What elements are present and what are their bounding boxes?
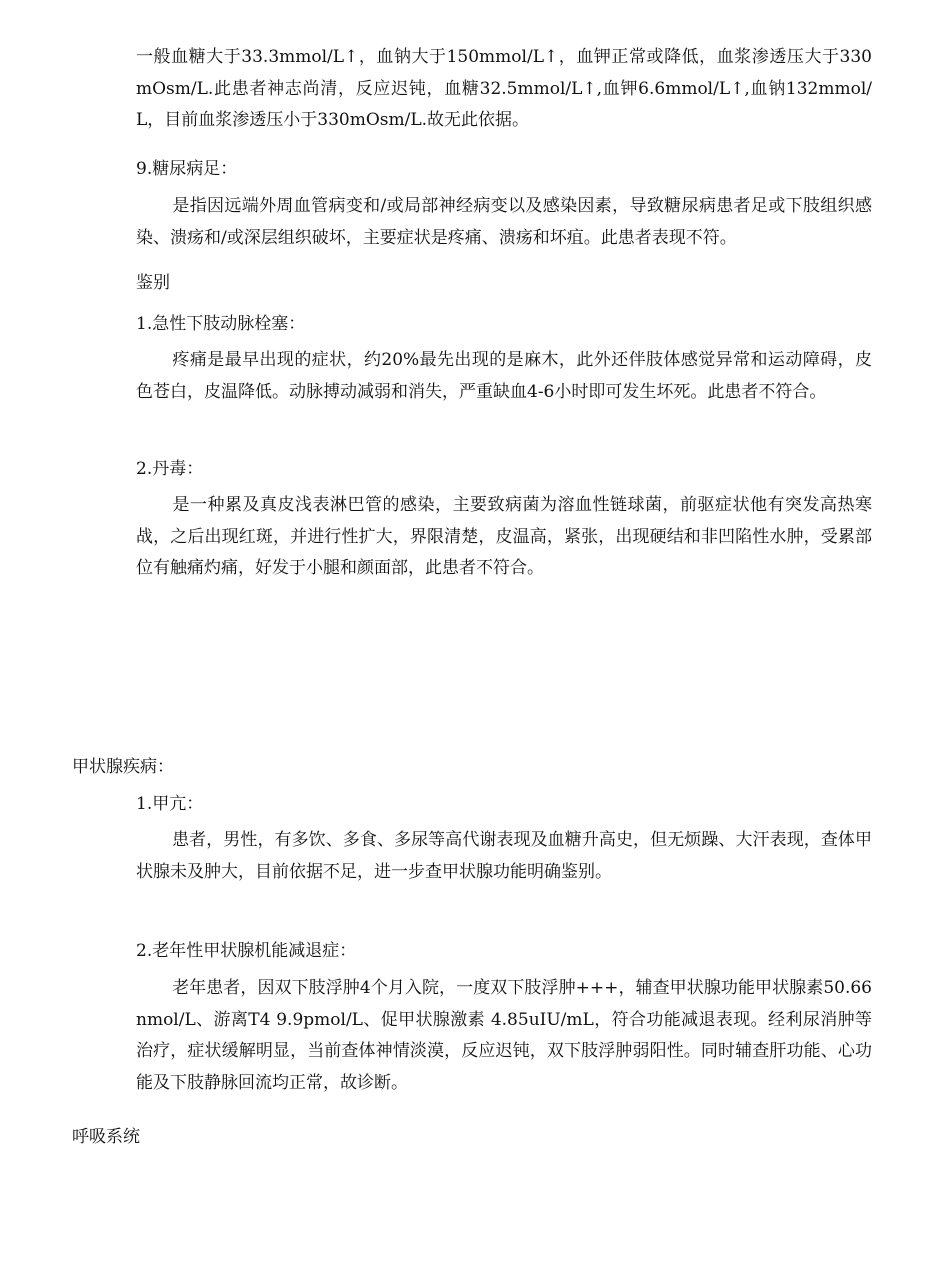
hypothyroidism-heading: 2.老年性甲状腺机能减退症： bbox=[136, 941, 357, 961]
hypothyroidism-paragraph bbox=[136, 973, 872, 1099]
erysipelas-text: 是一种累及真皮浅表淋巴管的感染，主要致病菌为溶血性链球菌，前驱症状他有突发高热寒战，之后出现红斑，并进行性扩大，界限清楚，皮温高，紧张，出现硬结和非凹陷性水肿，受累部位有触痛灼痛，好发于小腿和颜面部，此患者不符合。 bbox=[136, 495, 872, 578]
diabetic-foot-text: 是指因远端外周血管病变和/或局部神经病变以及感染因素，导致糖尿病患者足或下肢组织感染、溃疡和/或深层组织破坏，主要症状是疼痛、溃疡和坏疽。此患者表现不符。 bbox=[136, 196, 872, 248]
erysipelas-heading: 2.丹毒： bbox=[136, 459, 204, 479]
erysipelas-paragraph bbox=[136, 490, 872, 585]
hyperthyroidism-heading: 1.甲亢： bbox=[136, 794, 204, 814]
diabetic-foot-paragraph bbox=[136, 191, 872, 254]
diabetic-foot-heading: 9.糖尿病足： bbox=[136, 159, 238, 179]
differential-heading: 鉴别 bbox=[136, 273, 170, 293]
arterial-embolism-heading: 1.急性下肢动脉栓塞： bbox=[136, 314, 306, 334]
arterial-embolism-paragraph bbox=[136, 345, 872, 408]
hypothyroidism-text: 老年患者，因双下肢浮肿4个月入院，一度双下肢浮肿+++，辅查甲状腺功能甲状腺素50.66 nmol/L、游离T4 9.9pmol/L、促甲状腺激素 4.85uIU/mL，符合功能减退表现。经利尿消肿等治疗，症状缓解明显，当前查体神情淡漠，反应迟钝，双下肢浮肿弱阳性。同时辅查肝功能、心功能及下肢静脉回流均正常，故诊断。 bbox=[136, 978, 872, 1093]
hyperosmolar-criteria-paragraph: 一般血糖大于33.3mmol/L↑，血钠大于150mmol/L↑，血钾正常或降低，血浆渗透压大于330mOsm/L.此患者神志尚清，反应迟钝，血糖32.5mmol/L↑,血钾6.6mmol/L↑,血钠132mmol/L，目前血浆渗透压小于330mOsm/L.故无此依据。 bbox=[136, 47, 872, 130]
arterial-embolism-text: 疼痛是最早出现的症状，约20%最先出现的是麻木，此外还伴肢体感觉异常和运动障碍，皮色苍白，皮温降低。动脉搏动减弱和消失，严重缺血4-6小时即可发生坏死。此患者不符合。 bbox=[136, 350, 872, 402]
hyperthyroidism-text: 患者，男性，有多饮、多食、多尿等高代谢表现及血糖升高史，但无烦躁、大汗表现，查体甲状腺未及肿大，目前依据不足，进一步查甲状腺功能明确鉴别。 bbox=[136, 830, 872, 882]
hyperthyroidism-paragraph bbox=[136, 825, 872, 888]
respiratory-section-heading: 呼吸系统 bbox=[72, 1127, 140, 1147]
thyroid-section-heading: 甲状腺疾病： bbox=[72, 757, 174, 777]
